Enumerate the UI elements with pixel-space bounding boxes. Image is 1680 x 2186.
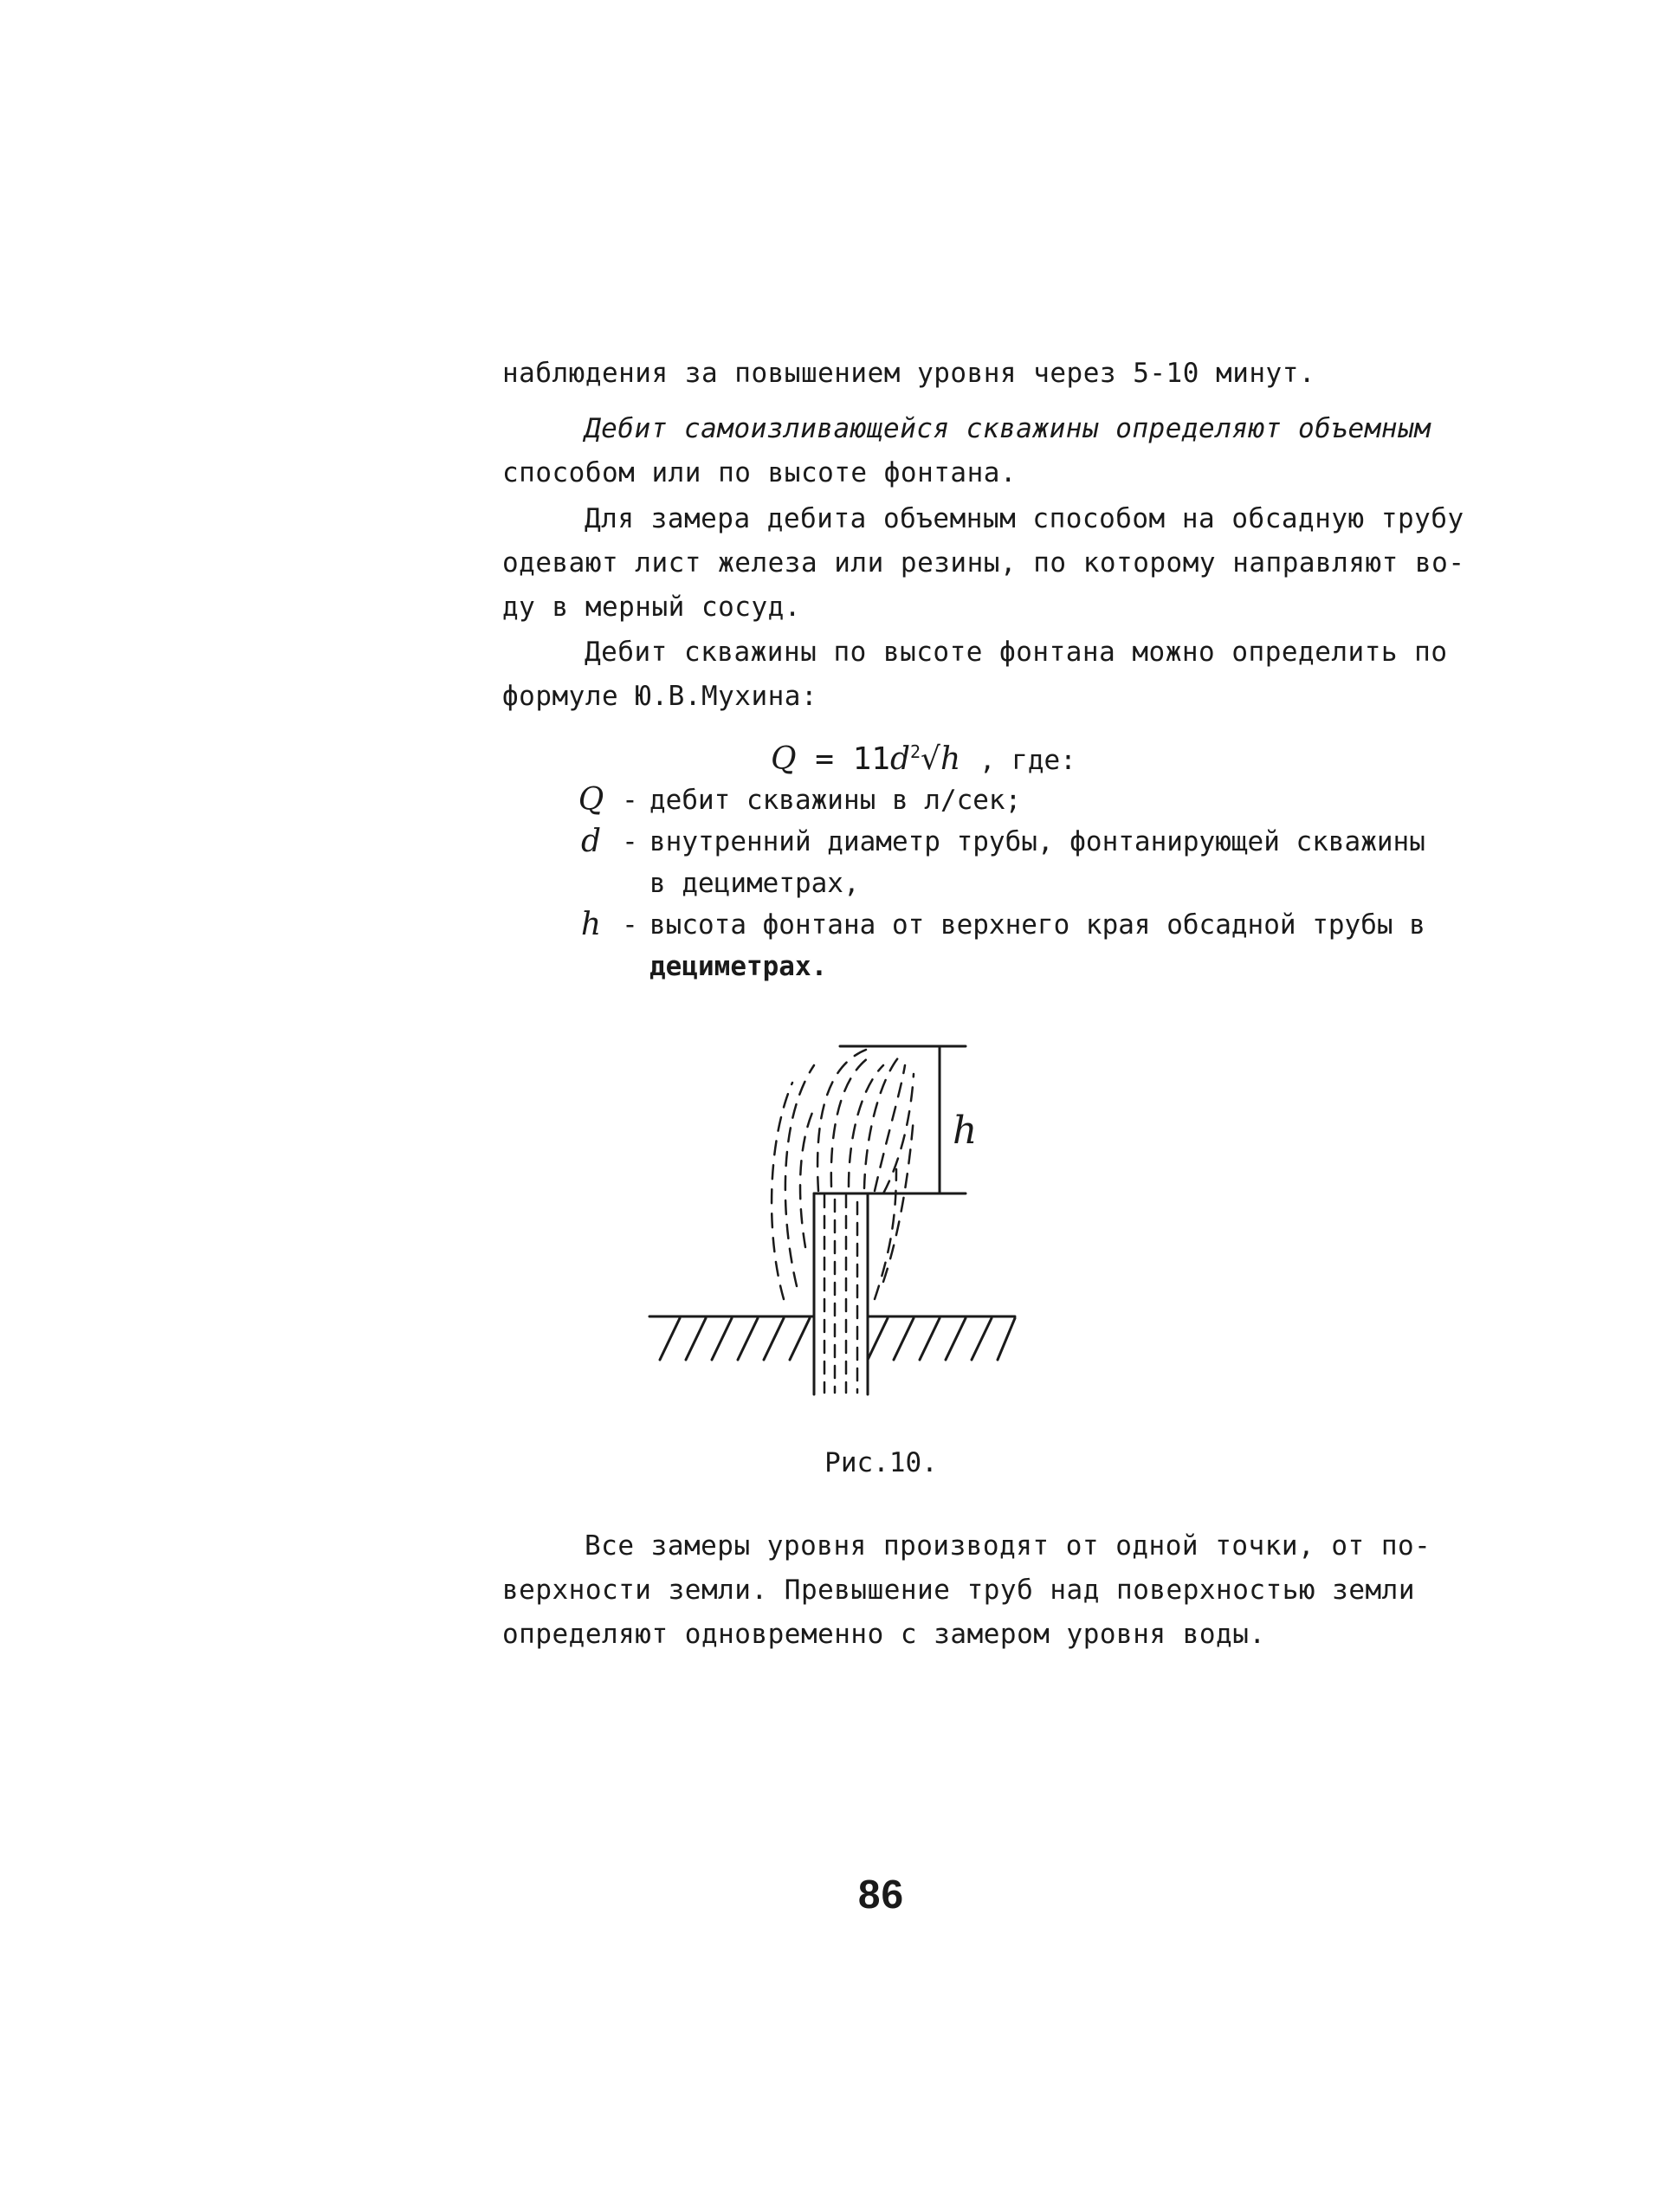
text-line: определяют одновременно с замером уровня воды. [502,1619,1266,1650]
paragraph-1 [502,352,1489,396]
fountain-diagram [641,1039,1039,1420]
fountain-spray [772,1050,914,1299]
definition-h [572,904,1425,946]
formula-equals: = [815,741,834,777]
page-number: 86 [857,1872,905,1917]
formula-exponent: 2 [909,741,921,762]
fountain-figure [641,1039,1039,1420]
text-line: Дебит самоизливающейся скважины определяют объемным [585,413,1431,444]
text-line: наблюдения за повышением уровня через 5-10 минут. [502,358,1316,389]
definition-text-continued: дециметрах. [649,951,828,982]
text-line: Дебит скважины по высоте фонтана можно определить по [585,637,1448,668]
formula-suffix: , где: [979,745,1076,776]
formula-sqrt-h: √h [921,741,961,777]
ground-hatch-right [868,1318,1015,1360]
definition-text: высота фонтана от верхнего края обсадной трубы в [649,909,1425,941]
definition-text: дебит скважины в л/сек; [649,785,1022,816]
text-line: одевают лист железа или резины, по которому направляют во- [502,547,1465,579]
height-label: h [953,1109,978,1153]
ground-hatch-left [660,1318,810,1360]
formula-q: Q [771,741,797,777]
definition-text-continued: в дециметрах, [649,868,860,899]
formula-d: d [889,741,910,777]
definition-symbol: h [580,907,602,942]
text-line: способом или по высоте фонтана. [502,457,1018,488]
definition-dash: - [622,826,638,857]
paragraph-4 [502,631,1489,719]
text-line: формуле Ю.В.Мухина: [502,681,818,712]
definition-symbol: d [580,824,602,859]
text-line: верхности земли. Превышение труб над поверхностью земли [502,1575,1415,1606]
water-in-pipe [824,1195,857,1393]
definition-text: внутренний диаметр трубы, фонтанирующей скважины [649,826,1425,857]
figure-caption: Рис.10. [824,1447,938,1478]
text-line: Для замера дебита объемным способом на обсадную трубу [585,503,1464,534]
definition-q [572,779,1425,821]
paragraph-2 [502,407,1489,495]
paragraph-5 [502,1524,1489,1657]
definition-dash: - [622,909,638,941]
definition-d [572,821,1425,863]
definitions-list [572,779,1425,987]
mukhin-formula [771,726,1076,786]
paragraph-3 [502,497,1489,630]
text-line: Все замеры уровня производят от одной точки, от по- [585,1530,1431,1562]
definition-symbol: Q [578,782,604,818]
definition-dash: - [622,785,638,816]
formula-coefficient: 11 [852,741,890,777]
text-line: ду в мерный сосуд. [502,592,801,623]
